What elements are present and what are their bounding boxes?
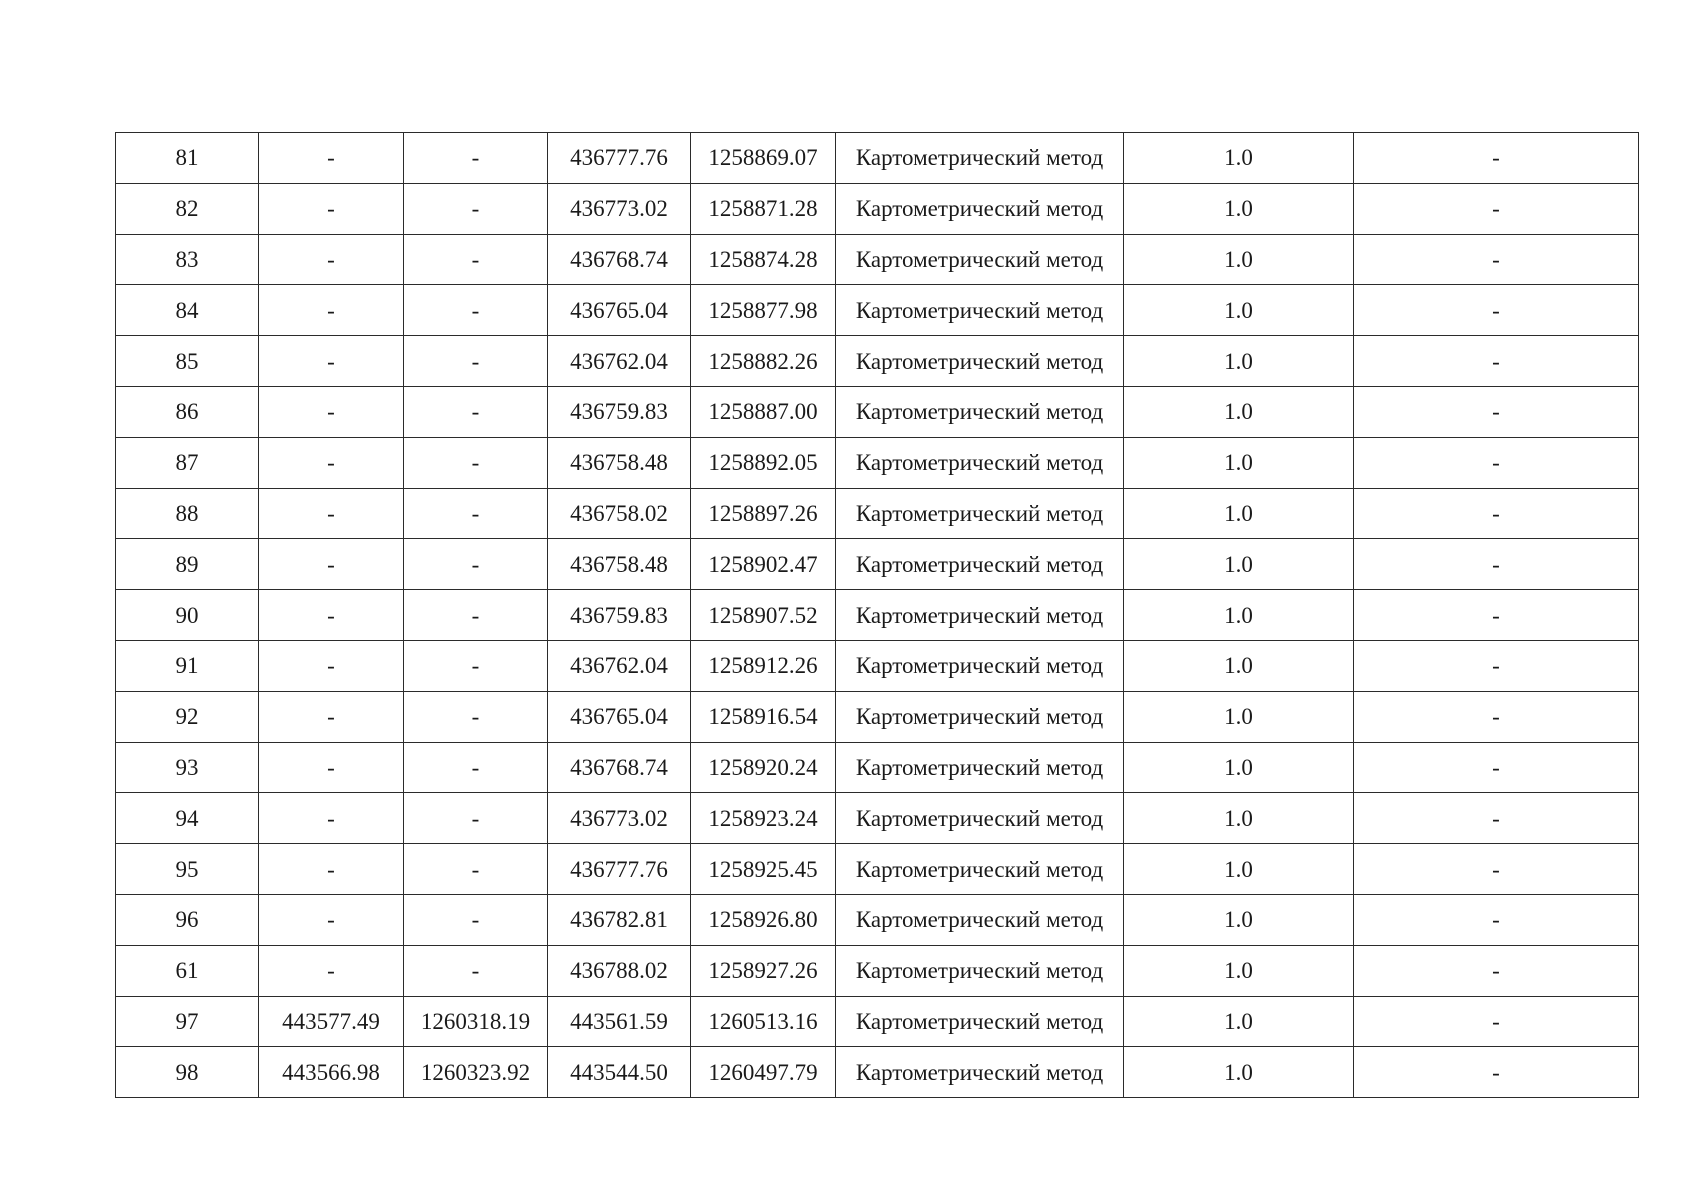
old-x-cell: - bbox=[259, 133, 404, 184]
point-number-cell: 81 bbox=[116, 133, 259, 184]
accuracy-cell: 1.0 bbox=[1124, 894, 1354, 945]
old-y-cell: - bbox=[404, 234, 548, 285]
table-row bbox=[116, 844, 1639, 895]
point-number-cell: 97 bbox=[116, 996, 259, 1047]
accuracy-cell: 1.0 bbox=[1124, 996, 1354, 1047]
method-cell: Картометрический метод bbox=[836, 640, 1124, 691]
new-y-cell: 1258916.54 bbox=[691, 691, 836, 742]
new-y-cell: 1258907.52 bbox=[691, 590, 836, 641]
accuracy-cell: 1.0 bbox=[1124, 640, 1354, 691]
new-x-cell: 436758.48 bbox=[548, 437, 691, 488]
new-y-cell: 1258877.98 bbox=[691, 285, 836, 336]
point-number-cell: 86 bbox=[116, 386, 259, 437]
accuracy-cell: 1.0 bbox=[1124, 386, 1354, 437]
new-y-cell: 1258869.07 bbox=[691, 133, 836, 184]
old-y-cell: - bbox=[404, 133, 548, 184]
accuracy-cell: 1.0 bbox=[1124, 691, 1354, 742]
new-y-cell: 1258892.05 bbox=[691, 437, 836, 488]
table-row bbox=[116, 539, 1639, 590]
point-number-cell: 85 bbox=[116, 336, 259, 387]
accuracy-cell: 1.0 bbox=[1124, 488, 1354, 539]
new-x-cell: 436773.02 bbox=[548, 183, 691, 234]
old-x-cell: - bbox=[259, 640, 404, 691]
new-y-cell: 1258923.24 bbox=[691, 793, 836, 844]
method-cell: Картометрический метод bbox=[836, 945, 1124, 996]
old-x-cell: - bbox=[259, 183, 404, 234]
table-row bbox=[116, 996, 1639, 1047]
method-cell: Картометрический метод bbox=[836, 183, 1124, 234]
table-row bbox=[116, 1047, 1639, 1098]
table-row bbox=[116, 945, 1639, 996]
old-y-cell: - bbox=[404, 488, 548, 539]
point-number-cell: 89 bbox=[116, 539, 259, 590]
new-x-cell: 436759.83 bbox=[548, 386, 691, 437]
method-cell: Картометрический метод bbox=[836, 234, 1124, 285]
old-y-cell: - bbox=[404, 590, 548, 641]
table-row bbox=[116, 386, 1639, 437]
new-x-cell: 436773.02 bbox=[548, 793, 691, 844]
table-row bbox=[116, 590, 1639, 641]
old-y-cell: - bbox=[404, 742, 548, 793]
old-x-cell: - bbox=[259, 539, 404, 590]
old-x-cell: - bbox=[259, 386, 404, 437]
table-row bbox=[116, 336, 1639, 387]
new-y-cell: 1258887.00 bbox=[691, 386, 836, 437]
old-y-cell: - bbox=[404, 386, 548, 437]
table-body bbox=[116, 133, 1639, 1098]
description-cell: - bbox=[1354, 590, 1639, 641]
method-cell: Картометрический метод bbox=[836, 133, 1124, 184]
coordinates-table bbox=[115, 132, 1639, 1098]
description-cell: - bbox=[1354, 996, 1639, 1047]
old-x-cell: - bbox=[259, 793, 404, 844]
accuracy-cell: 1.0 bbox=[1124, 1047, 1354, 1098]
new-y-cell: 1258897.26 bbox=[691, 488, 836, 539]
old-x-cell: - bbox=[259, 437, 404, 488]
old-y-cell: 1260323.92 bbox=[404, 1047, 548, 1098]
old-y-cell: - bbox=[404, 336, 548, 387]
accuracy-cell: 1.0 bbox=[1124, 742, 1354, 793]
new-y-cell: 1258927.26 bbox=[691, 945, 836, 996]
old-x-cell: - bbox=[259, 234, 404, 285]
method-cell: Картометрический метод bbox=[836, 488, 1124, 539]
accuracy-cell: 1.0 bbox=[1124, 234, 1354, 285]
old-y-cell: - bbox=[404, 945, 548, 996]
accuracy-cell: 1.0 bbox=[1124, 437, 1354, 488]
new-y-cell: 1258874.28 bbox=[691, 234, 836, 285]
accuracy-cell: 1.0 bbox=[1124, 793, 1354, 844]
point-number-cell: 83 bbox=[116, 234, 259, 285]
accuracy-cell: 1.0 bbox=[1124, 183, 1354, 234]
new-y-cell: 1258871.28 bbox=[691, 183, 836, 234]
old-y-cell: 1260318.19 bbox=[404, 996, 548, 1047]
method-cell: Картометрический метод bbox=[836, 336, 1124, 387]
point-number-cell: 87 bbox=[116, 437, 259, 488]
accuracy-cell: 1.0 bbox=[1124, 285, 1354, 336]
method-cell: Картометрический метод bbox=[836, 742, 1124, 793]
new-y-cell: 1258925.45 bbox=[691, 844, 836, 895]
old-y-cell: - bbox=[404, 793, 548, 844]
description-cell: - bbox=[1354, 488, 1639, 539]
table-row bbox=[116, 793, 1639, 844]
accuracy-cell: 1.0 bbox=[1124, 133, 1354, 184]
old-x-cell: - bbox=[259, 285, 404, 336]
new-x-cell: 443544.50 bbox=[548, 1047, 691, 1098]
description-cell: - bbox=[1354, 640, 1639, 691]
method-cell: Картометрический метод bbox=[836, 1047, 1124, 1098]
table-row bbox=[116, 742, 1639, 793]
old-y-cell: - bbox=[404, 894, 548, 945]
point-number-cell: 82 bbox=[116, 183, 259, 234]
description-cell: - bbox=[1354, 437, 1639, 488]
description-cell: - bbox=[1354, 133, 1639, 184]
accuracy-cell: 1.0 bbox=[1124, 945, 1354, 996]
new-x-cell: 436782.81 bbox=[548, 894, 691, 945]
new-x-cell: 436762.04 bbox=[548, 640, 691, 691]
new-y-cell: 1258902.47 bbox=[691, 539, 836, 590]
table-row bbox=[116, 894, 1639, 945]
method-cell: Картометрический метод bbox=[836, 894, 1124, 945]
method-cell: Картометрический метод bbox=[836, 437, 1124, 488]
description-cell: - bbox=[1354, 336, 1639, 387]
table-row bbox=[116, 183, 1639, 234]
old-x-cell: - bbox=[259, 894, 404, 945]
new-y-cell: 1258882.26 bbox=[691, 336, 836, 387]
description-cell: - bbox=[1354, 285, 1639, 336]
description-cell: - bbox=[1354, 183, 1639, 234]
old-x-cell: 443577.49 bbox=[259, 996, 404, 1047]
method-cell: Картометрический метод bbox=[836, 539, 1124, 590]
description-cell: - bbox=[1354, 539, 1639, 590]
new-y-cell: 1258926.80 bbox=[691, 894, 836, 945]
method-cell: Картометрический метод bbox=[836, 386, 1124, 437]
point-number-cell: 94 bbox=[116, 793, 259, 844]
method-cell: Картометрический метод bbox=[836, 996, 1124, 1047]
description-cell: - bbox=[1354, 742, 1639, 793]
accuracy-cell: 1.0 bbox=[1124, 539, 1354, 590]
description-cell: - bbox=[1354, 945, 1639, 996]
point-number-cell: 91 bbox=[116, 640, 259, 691]
new-y-cell: 1258912.26 bbox=[691, 640, 836, 691]
description-cell: - bbox=[1354, 844, 1639, 895]
old-x-cell: - bbox=[259, 336, 404, 387]
new-x-cell: 436768.74 bbox=[548, 234, 691, 285]
point-number-cell: 92 bbox=[116, 691, 259, 742]
new-y-cell: 1260513.16 bbox=[691, 996, 836, 1047]
method-cell: Картометрический метод bbox=[836, 590, 1124, 641]
old-x-cell: - bbox=[259, 945, 404, 996]
description-cell: - bbox=[1354, 386, 1639, 437]
point-number-cell: 96 bbox=[116, 894, 259, 945]
old-x-cell: - bbox=[259, 488, 404, 539]
new-x-cell: 443561.59 bbox=[548, 996, 691, 1047]
old-x-cell: - bbox=[259, 742, 404, 793]
old-x-cell: 443566.98 bbox=[259, 1047, 404, 1098]
point-number-cell: 95 bbox=[116, 844, 259, 895]
table-row bbox=[116, 285, 1639, 336]
description-cell: - bbox=[1354, 691, 1639, 742]
method-cell: Картометрический метод bbox=[836, 691, 1124, 742]
old-y-cell: - bbox=[404, 539, 548, 590]
old-y-cell: - bbox=[404, 691, 548, 742]
old-x-cell: - bbox=[259, 844, 404, 895]
description-cell: - bbox=[1354, 234, 1639, 285]
old-y-cell: - bbox=[404, 437, 548, 488]
point-number-cell: 90 bbox=[116, 590, 259, 641]
new-x-cell: 436758.02 bbox=[548, 488, 691, 539]
new-x-cell: 436758.48 bbox=[548, 539, 691, 590]
new-x-cell: 436765.04 bbox=[548, 691, 691, 742]
description-cell: - bbox=[1354, 894, 1639, 945]
method-cell: Картометрический метод bbox=[836, 844, 1124, 895]
table-row bbox=[116, 640, 1639, 691]
method-cell: Картометрический метод bbox=[836, 793, 1124, 844]
old-y-cell: - bbox=[404, 640, 548, 691]
old-x-cell: - bbox=[259, 691, 404, 742]
description-cell: - bbox=[1354, 1047, 1639, 1098]
point-number-cell: 88 bbox=[116, 488, 259, 539]
new-x-cell: 436777.76 bbox=[548, 844, 691, 895]
table-row bbox=[116, 234, 1639, 285]
new-x-cell: 436759.83 bbox=[548, 590, 691, 641]
new-x-cell: 436768.74 bbox=[548, 742, 691, 793]
table-row bbox=[116, 133, 1639, 184]
new-x-cell: 436777.76 bbox=[548, 133, 691, 184]
point-number-cell: 61 bbox=[116, 945, 259, 996]
accuracy-cell: 1.0 bbox=[1124, 336, 1354, 387]
old-y-cell: - bbox=[404, 183, 548, 234]
new-y-cell: 1260497.79 bbox=[691, 1047, 836, 1098]
new-x-cell: 436762.04 bbox=[548, 336, 691, 387]
table-row bbox=[116, 691, 1639, 742]
accuracy-cell: 1.0 bbox=[1124, 844, 1354, 895]
old-y-cell: - bbox=[404, 844, 548, 895]
old-y-cell: - bbox=[404, 285, 548, 336]
new-x-cell: 436788.02 bbox=[548, 945, 691, 996]
method-cell: Картометрический метод bbox=[836, 285, 1124, 336]
table-row bbox=[116, 488, 1639, 539]
table-row bbox=[116, 437, 1639, 488]
new-x-cell: 436765.04 bbox=[548, 285, 691, 336]
point-number-cell: 93 bbox=[116, 742, 259, 793]
accuracy-cell: 1.0 bbox=[1124, 590, 1354, 641]
new-y-cell: 1258920.24 bbox=[691, 742, 836, 793]
old-x-cell: - bbox=[259, 590, 404, 641]
description-cell: - bbox=[1354, 793, 1639, 844]
point-number-cell: 84 bbox=[116, 285, 259, 336]
point-number-cell: 98 bbox=[116, 1047, 259, 1098]
